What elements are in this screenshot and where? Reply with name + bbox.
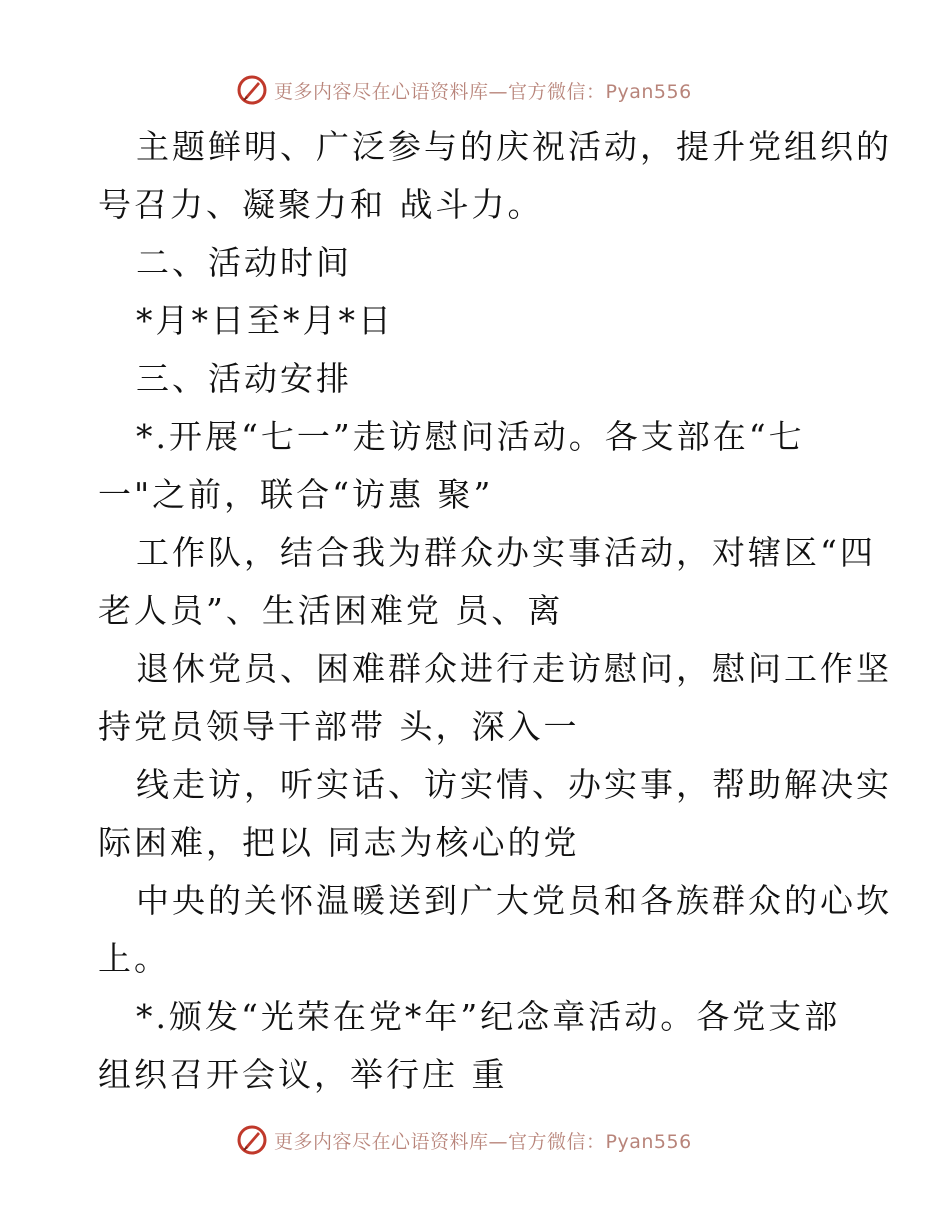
text-line: 老人员”、生活困难党 员、离 <box>98 591 564 630</box>
text-line: 主题鲜明、广泛参与的庆祝活动，提升党组织的 <box>136 127 892 166</box>
text-line: *.颁发“光荣在党*年”纪念章活动。各党支部 <box>136 997 841 1036</box>
text-line: 一"之前，联合“访惠 聚” <box>98 475 494 514</box>
text-line: *.开展“七一”走访慰问活动。各支部在“七 <box>136 417 805 456</box>
text-line: 际困难，把以 同志为核心的党 <box>98 823 580 862</box>
text-line: 中央的关怀温暖送到广大党员和各族群众的心坎 <box>136 881 892 920</box>
text-line: 持党员领导干部带 头，深入一 <box>98 707 580 746</box>
watermark-text: 更多内容尽在心语资料库—官方微信：Pyan556 <box>274 1130 692 1153</box>
document-body <box>98 118 892 1104</box>
quill-logo-icon <box>236 74 268 106</box>
section-heading: 二、活动时间 <box>136 243 352 282</box>
text-line: 组织召开会议，举行庄 重 <box>98 1055 508 1094</box>
watermark-text: 更多内容尽在心语资料库—官方微信：Pyan556 <box>274 80 692 103</box>
text-line: 号召力、凝聚力和 战斗力。 <box>98 185 544 224</box>
header-watermark <box>236 72 692 108</box>
footer-watermark <box>236 1122 692 1158</box>
section-heading: 三、活动安排 <box>136 359 352 398</box>
text-line: *月*日至*月*日 <box>136 301 394 340</box>
text-line: 上。 <box>98 939 170 978</box>
quill-logo-icon <box>236 1124 268 1156</box>
text-line: 工作队，结合我为群众办实事活动，对辖区“四 <box>136 533 876 572</box>
text-line: 退休党员、困难群众进行走访慰问，慰问工作坚 <box>136 649 892 688</box>
text-line: 线走访，听实话、访实情、办实事，帮助解决实 <box>136 765 892 804</box>
